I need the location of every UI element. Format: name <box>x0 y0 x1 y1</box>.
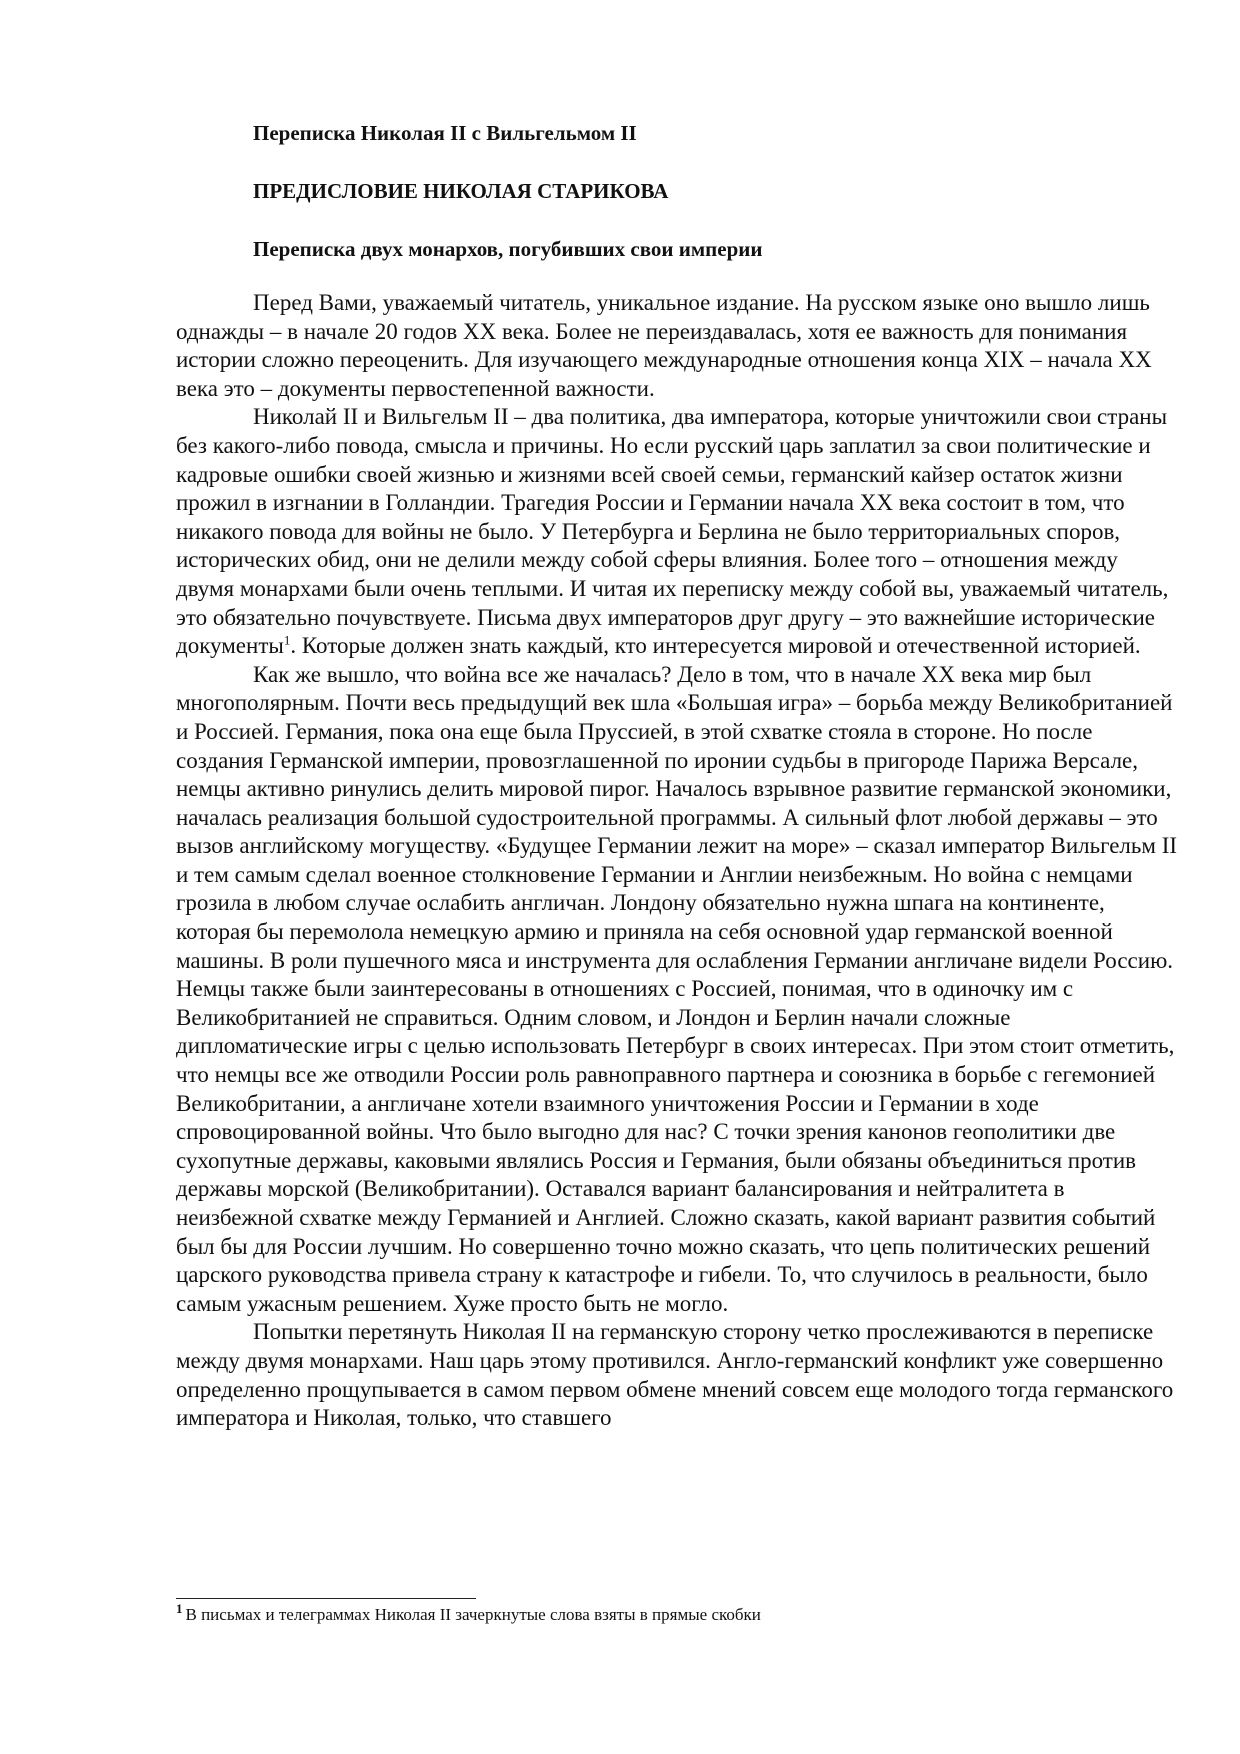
footnote-mark: 1 <box>176 1601 183 1617</box>
preface-heading: ПРЕДИСЛОВИЕ НИКОЛАЯ СТАРИКОВА <box>253 179 669 203</box>
document-title: Переписка Николая II с Вильгельмом II <box>253 121 637 145</box>
paragraph-2 <box>176 403 1181 660</box>
paragraph-2-text-before-ref: Николай II и Вильгельм II – два политика, два императора, которые уничтожили свои страны без какого-либо повода, смысла и причины. Но если русский царь заплатил за свои политические и кадровые ошибки своей жизнью и жизнями всей своей семьи, германский кайзер остаток жизни прожил в изгнании в Голландии. Трагедия России и Германии начала XX века состоит в том, что никакого повода для войны не было. У Петербурга и Берлина не было территориальных споров, исторических обид, они не делили между собой сферы влияния. Более того – отношения между двумя монархами были очень теплыми. И читая их переписку между собой вы, уважаемый читатель, это обязательно почувствуете. Письма двух императоров друг другу – это важнейшие исторические документы <box>176 404 1169 659</box>
paragraph-2-text-after-ref: . Которые должен знать каждый, кто интересуется мировой и отечественной историей. <box>290 633 1141 659</box>
paragraph-1: Перед Вами, уважаемый читатель, уникальное издание. На русском языке оно вышло лишь однажды – в начале 20 годов XX века. Более не переиздавалась, хотя ее важность для понимания истории сложно переоценить. Для изучающего международные отношения конца XIX – начала XX века это – документы первостепенной важности. <box>176 290 1152 401</box>
preface-subheading: Переписка двух монархов, погубивших свои империи <box>253 237 763 261</box>
footnote-text: В письмах и телеграммах Николая II зачеркнутые слова взяты в прямые скобки <box>185 1605 761 1624</box>
document-body <box>176 289 1181 1433</box>
paragraph-4: Попытки перетянуть Николая II на германскую сторону четко прослеживаются в переписке между двумя монархами. Наш царь этому противился. Англо-германский конфликт уже совершенно определенно прощупывается в самом первом обмене мнений совсем еще молодого тогда германского императора и Николая, только, что ставшего <box>176 1319 1174 1431</box>
footnote-reference[interactable]: 1 <box>283 632 291 648</box>
footnote-separator <box>176 1598 476 1599</box>
paragraph-3: Как же вышло, что война все же началась? Дело в том, что в начале XX века мир был многополярным. Почти весь предыдущий век шла «Большая игра» – борьба между Великобританией и Россией. Германия, пока она еще была Пруссией, в этой схватке стояла в стороне. Но после создания Германской империи, провозглашенной по иронии судьбы в пригороде Парижа Версале, немцы активно ринулись делить мировой пирог. Началось взрывное развитие германской экономики, началась реализация большой судостроительной программы. А сильный флот любой державы – это вызов английскому могуществу. «Будущее Германии лежит на море» – сказал император Вильгельм II и тем самым сделал военное столкновение Германии и Англии неизбежным. Но война с немцами грозила в любом случае ослабить англичан. Лондону обязательно нужна шпага на континенте, которая бы перемолола немецкую армию и приняла на себя основной удар германской военной машины. В роли пушечного мяса и инструмента для ослабления Германии англичане видели Россию. Немцы также были заинтересованы в отношениях с Россией, понимая, что в одиночку им с Великобританией не справиться. Одним словом, и Лондон и Берлин начали сложные дипломатические игры с целью использовать Петербург в своих интересах. При этом стоит отметить, что немцы все же отводили России роль равноправного партнера и союзника в борьбе с гегемонией Великобритании, а англичане хотели взаимного уничтожения России и Германии в ходе спровоцированной войны. Что было выгодно для нас? С точки зрения канонов геополитики две сухопутные державы, каковыми являлись Россия и Германия, были обязаны объединиться против державы морской (Великобритании). Оставался вариант балансирования и нейтралитета в неизбежной схватке между Германией и Англией. Сложно сказать, какой вариант развития событий был бы для России лучшим. Но совершенно точно можно сказать, что цепь политических решений царского руководства привела страну к катастрофе и гибели. То, что случилось в реальности, было самым ужасным решением. Хуже просто быть не могло. <box>176 661 1178 1316</box>
footnote <box>176 1603 761 1627</box>
